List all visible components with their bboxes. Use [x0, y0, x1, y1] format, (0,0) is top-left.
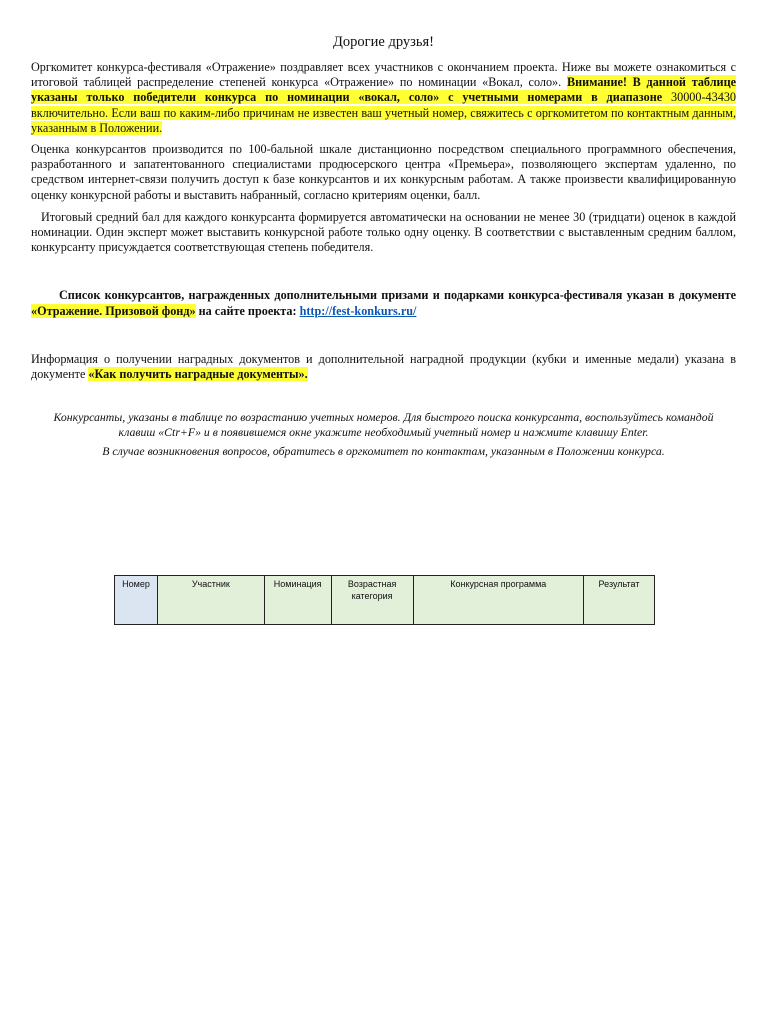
evaluation-paragraph: Оценка конкурсантов производится по 100-бальной шкале дистанционно посредством специального программного обеспечения, разработанного и запатентованного специалистами продюсерского центра «Премьера», позволяющего экспертам удаленно, по средством интернет-связи получить доступ к базе конкурсантов и их конкурсным работам. А также произвести квалифицированную оценку конкурсной работы и выставить набранный, согласно критериям оценки, балл. [31, 142, 736, 202]
header-nomination: Номинация [264, 576, 331, 625]
notes-block [31, 410, 736, 459]
document-page [31, 34, 736, 459]
results-table [114, 575, 655, 625]
header-program: Конкурсная программа [413, 576, 584, 625]
project-site-link[interactable]: http://fest-konkurs.ru/ [299, 303, 417, 318]
attention-bold-text: Внимание! В данной таблице указаны только победители конкурса по номинации «вокал, соло» с учетными номерами в диапазоне [31, 75, 737, 105]
attention-rest-text: 30000-43430 включительно. Если ваш по каким-либо причинам не известен ваш учетный номер, свяжитесь с оргкомитетом по контактным данным, указанным в Положении. [31, 90, 737, 135]
prizes-mid: на сайте проекта: [195, 303, 300, 318]
prizes-paragraph [31, 288, 736, 318]
header-result: Результат [584, 576, 655, 625]
prizes-lead: Список конкурсантов, награжденных дополнительными призами и подарками конкурса-фестиваля указан в документе [59, 288, 736, 303]
results-table-header-row [115, 576, 655, 625]
header-age-category: Возрастная категория [331, 576, 413, 625]
average-score-paragraph: Итоговый средний бал для каждого конкурсанта формируется автоматически на основании не менее 30 (тридцати) оценок в каждой номинации. Один эксперт может выставить конкурсной работе только одну оценку. В соответствии с выставленным средним баллом, конкурсанту присуждается соответствующая степень победителя. [31, 209, 736, 255]
header-number: Номер [115, 576, 158, 625]
intro-paragraph [31, 60, 736, 136]
search-hint-note: Конкурсанты, указаны в таблице по возрастанию учетных номеров. Для быстрого поиска конкурсанта, воспользуйтесь командой клавиш «Ctr+F» и в появившемся окне укажите необходимый учетный номер и нажмите клавишу Enter. [53, 410, 714, 440]
award-docs-paragraph [31, 352, 736, 382]
header-participant: Участник [157, 576, 264, 625]
award-docs-lead: Информация о получении наградных документов и дополнительной наградной продукции (кубки и именные медали) указана в документе [31, 351, 736, 382]
prizes-doc-name: «Отражение. Призовой фонд» [31, 303, 196, 318]
award-docs-doc-name: «Как получить наградные документы». [88, 367, 308, 382]
page-title: Дорогие друзья! [333, 34, 434, 50]
contacts-note: В случае возникновения вопросов, обратитесь в оргкомитет по контактам, указанным в Положении конкурса. [102, 444, 665, 459]
intro-text: Оргкомитет конкурса-фестиваля «Отражение» поздравляет всех участников с окончанием проекта. Ниже вы можете ознакомиться с итоговой таблицей распределение степеней конкурса «Отражение» по номинации «Вокал, соло». [31, 60, 736, 90]
